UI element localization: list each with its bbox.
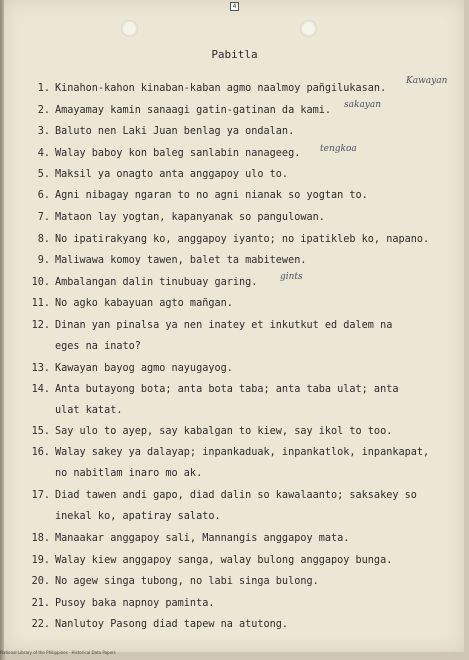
handwritten-note-3: tengkoa — [320, 144, 357, 154]
riddle-item — [26, 618, 446, 631]
archive-footer: National Library of the Philippines · Historical Data Papers — [0, 650, 116, 655]
riddle-text: Walay baboy kon baleg sanlabin nanageeg. — [55, 148, 301, 159]
riddle-text-continued: ulat katat. — [55, 405, 123, 416]
riddle-item — [26, 446, 446, 480]
riddle-text: No ipatirakyang ko, anggapoy iyanto; no ipatikleb ko, napano. — [55, 234, 430, 245]
riddle-item — [26, 489, 446, 523]
riddle-item — [26, 254, 446, 267]
riddle-number: 15. — [31, 426, 50, 437]
riddle-number: 20. — [31, 576, 50, 587]
riddle-text: Maksil ya onagto anta anggapoy ulo to. — [55, 169, 289, 180]
riddle-item — [26, 211, 446, 224]
riddle-text: Nanlutoy Pasong diad tapew na atutong. — [55, 619, 289, 630]
binder-clip: 4 — [230, 2, 239, 11]
riddle-number: 9. — [37, 255, 50, 266]
riddle-text: Walay kiew anggapoy sanga, walay bulong anggapoy bunga. — [55, 555, 393, 566]
handwritten-note-4: gints — [280, 272, 303, 282]
riddle-item — [26, 575, 446, 588]
riddle-number: 4. — [37, 148, 50, 159]
riddle-number: 3. — [37, 126, 50, 137]
riddle-number: 18. — [31, 533, 50, 544]
riddle-item — [26, 425, 446, 438]
riddle-text: No agko kabayuan agto mañgan. — [55, 298, 233, 309]
riddle-text: Ambalangan dalin tinubuay garing. — [55, 277, 258, 288]
riddle-text: Baluto nen Laki Juan benlag ya ondalan. — [55, 126, 295, 137]
riddle-item — [26, 276, 446, 289]
riddle-text: Walay sakey ya dalayap; inpankaduak, inpankatlok, inpankapat, — [55, 447, 430, 458]
riddle-item — [26, 383, 446, 417]
riddle-item — [26, 597, 446, 610]
punch-hole-right — [300, 20, 317, 37]
riddle-item — [26, 168, 446, 181]
handwritten-note-2: sakayan — [344, 100, 382, 110]
riddle-item — [26, 104, 446, 117]
riddle-number: 11. — [31, 298, 50, 309]
riddle-text: Mataon lay yogtan, kapanyanak so pangulowan. — [55, 212, 325, 223]
riddle-number: 22. — [31, 619, 50, 630]
riddle-number: 19. — [31, 555, 50, 566]
handwritten-note-1: Kawayan — [406, 76, 448, 86]
riddle-text: Agni nibagay ngaran to no agni nianak so yogtan to. — [55, 190, 368, 201]
riddle-item — [26, 189, 446, 202]
punch-hole-left — [121, 20, 138, 37]
riddle-number: 8. — [37, 234, 50, 245]
riddle-text: Maliwawa komoy tawen, balet ta mabitewen. — [55, 255, 307, 266]
riddle-item — [26, 554, 446, 567]
riddle-number: 6. — [37, 190, 50, 201]
riddle-number: 7. — [37, 212, 50, 223]
riddle-item — [26, 147, 446, 160]
riddle-text-continued: no nabitlam inaro mo ak. — [55, 468, 203, 479]
riddle-text: Amayamay kamin sanaagi gatin-gatinan da kami. — [55, 105, 332, 116]
riddle-item — [26, 297, 446, 310]
riddle-number: 17. — [31, 490, 50, 501]
riddle-text: Kawayan bayog agmo nayugayog. — [55, 363, 233, 374]
riddle-number: 16. — [31, 447, 50, 458]
riddle-number: 2. — [37, 105, 50, 116]
riddle-text: Say ulo to ayep, say kabalgan to kiew, say ikol to too. — [55, 426, 393, 437]
riddle-number: 10. — [31, 277, 50, 288]
riddle-number: 5. — [37, 169, 50, 180]
riddle-number: 14. — [31, 384, 50, 395]
riddle-number: 21. — [31, 598, 50, 609]
riddle-number: 13. — [31, 363, 50, 374]
riddle-item — [26, 532, 446, 545]
riddle-text: Manaakar anggapoy sali, Mannangis anggapoy mata. — [55, 533, 350, 544]
riddle-text: Diad tawen andi gapo, diad dalin so kawalaanto; saksakey so — [55, 490, 417, 501]
riddle-item — [26, 319, 446, 353]
riddle-text: Anta butayong bota; anta bota taba; anta taba ulat; anta — [55, 384, 399, 395]
page-title: Pabitla — [211, 48, 258, 61]
riddle-item — [26, 125, 446, 138]
riddle-text-continued: inekal ko, apatiray salato. — [55, 511, 221, 522]
riddle-item — [26, 82, 446, 95]
riddle-text: Dinan yan pinalsa ya nen inatey et inkutkut ed dalem na — [55, 320, 393, 331]
riddle-text: No agew singa tubong, no labi singa bulong. — [55, 576, 319, 587]
riddle-text: Pusoy baka napnoy paminta. — [55, 598, 215, 609]
riddle-text: Kinahon-kahon kinaban-kaban agmo naalmoy pañgilukasan. — [55, 83, 387, 94]
riddle-text-continued: eges na inato? — [55, 341, 141, 352]
riddle-number: 12. — [31, 320, 50, 331]
riddle-number: 1. — [37, 83, 50, 94]
riddle-item — [26, 362, 446, 375]
riddle-item — [26, 233, 446, 246]
